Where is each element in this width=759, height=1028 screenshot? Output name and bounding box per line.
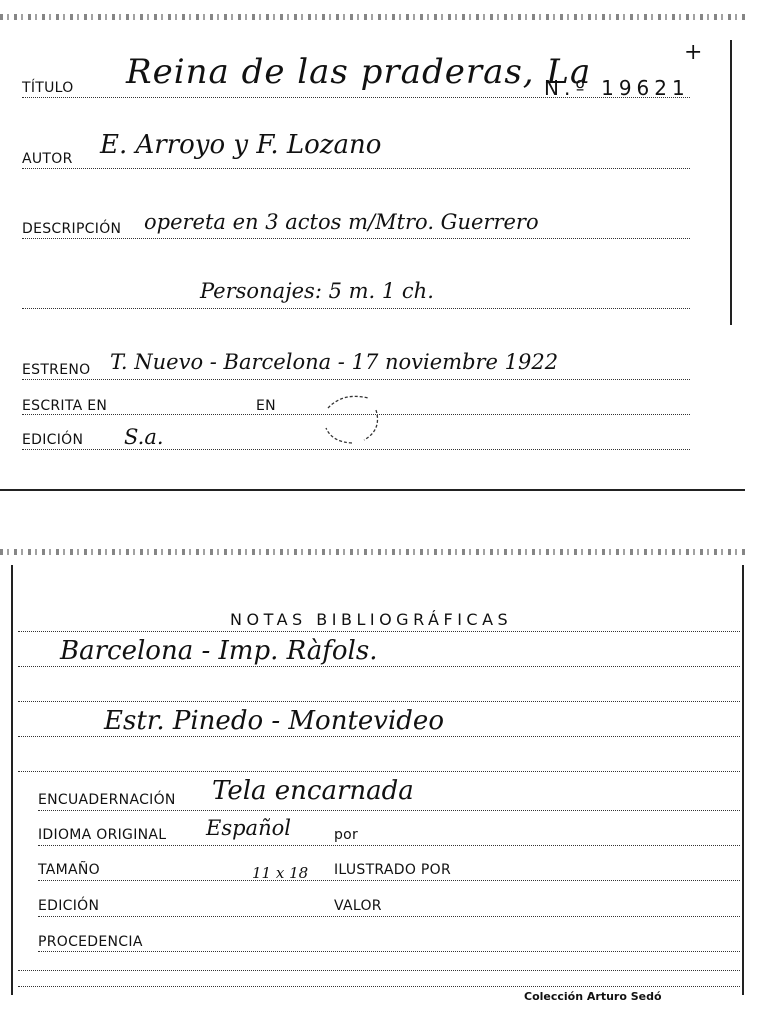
titulo-number: N.º 19621 [544,76,690,100]
estreno-value: T. Nuevo - Barcelona - 17 noviembre 1922 [110,350,559,374]
por-label: por [334,827,359,843]
encuadernacion-label: ENCUADERNACIÓN [38,792,176,808]
titulo-value: Reina de las praderas, La [126,52,592,92]
procedencia-label: PROCEDENCIA [38,934,143,950]
valor-label: VALOR [334,898,382,914]
edicion2-label: EDICIÓN [38,898,100,914]
extra-line-1 [18,970,740,971]
edicion-line [22,449,690,450]
top-card-scan-edge [0,14,745,20]
top-card-bottom-edge [0,489,745,491]
edicion2-line [38,916,740,917]
notes-line-1 [18,631,740,632]
autor-value: E. Arroyo y F. Lozano [100,130,382,160]
titulo-plus-mark: + [684,40,703,65]
idioma-label: IDIOMA ORIGINAL [38,827,167,843]
titulo-label: TÍTULO [22,80,74,96]
escrita-en-label: ESCRITA EN [22,398,108,414]
descripcion-value: opereta en 3 actos m/Mtro. Guerrero [144,210,539,234]
idioma-value: Español [206,816,291,840]
edicion-value: S.a. [124,425,164,449]
descripcion-extra-value: Personajes: 5 m. 1 ch. [200,279,434,303]
notes-line-2-text: Estr. Pinedo - Montevideo [104,706,444,736]
autor-label: AUTOR [22,151,73,167]
descripcion-label: DESCRIPCIÓN [22,221,122,237]
notes-line-1-text: Barcelona - Imp. Ràfols. [60,636,378,666]
circular-stamp-outline [318,388,388,448]
estreno-label: ESTRENO [22,362,91,378]
estreno-line [22,379,690,380]
descripcion-extra-line [22,308,690,309]
encuadernacion-value: Tela encarnada [212,776,414,806]
autor-line [22,168,690,169]
encuadernacion-line [38,810,740,811]
notes-line-5 [18,771,740,772]
bottom-card-scan-edge [0,549,745,555]
notas-heading: NOTAS BIBLIOGRÁFICAS [230,610,513,629]
ilustrado-por-label: ILUSTRADO POR [334,862,451,878]
collection-footer: Colección Arturo Sedó [524,990,662,1003]
descripcion-line [22,238,690,239]
notes-line-3 [18,701,740,702]
tamano-value: 11 x 18 [252,864,309,882]
notes-line-2 [18,666,740,667]
procedencia-line [38,951,740,952]
extra-line-2 [18,986,740,987]
top-card-right-border [730,40,732,325]
idioma-line [38,845,740,846]
en-label: EN [256,398,276,414]
tamano-line [38,880,740,881]
edicion-label: EDICIÓN [22,432,84,448]
tamano-label: TAMAÑO [38,862,100,878]
notes-line-4 [18,736,740,737]
